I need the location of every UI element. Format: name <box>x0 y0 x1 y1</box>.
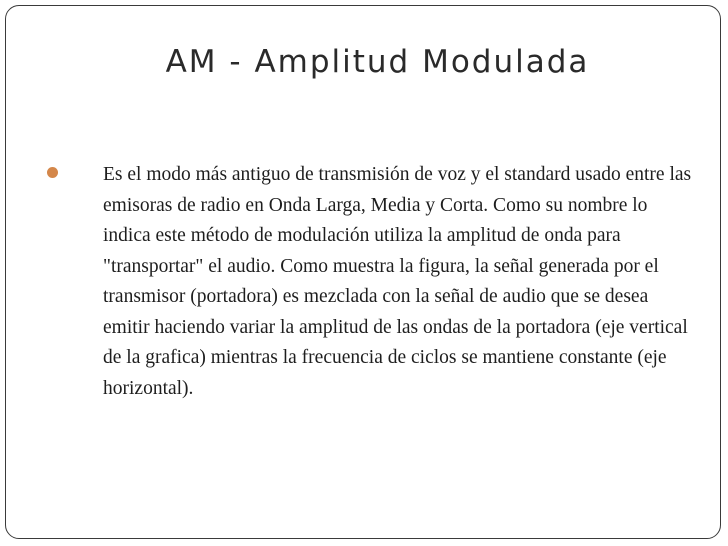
bullet-text: Es el modo más antiguo de transmisión de voz y el standard usado entre las emisoras de radio en Onda Larga, Media y Corta. Como su nombre lo indica este método de modulación utiliza la amplitud de onda para "transportar" el audio. Como muestra la figura, la señal generada por el transmisor (portadora) es mezclada con la señal de audio que se desea emitir haciendo variar la amplitud de las ondas de la portadora (eje vertical de la grafica) mientras la frecuencia de ciclos se mantiene constante (eje horizontal). <box>103 164 692 399</box>
slide-content <box>76 160 692 404</box>
bullet-icon <box>47 167 58 178</box>
bullet-item <box>76 160 692 404</box>
slide-title: AM - Amplitud Modulada <box>165 44 590 80</box>
